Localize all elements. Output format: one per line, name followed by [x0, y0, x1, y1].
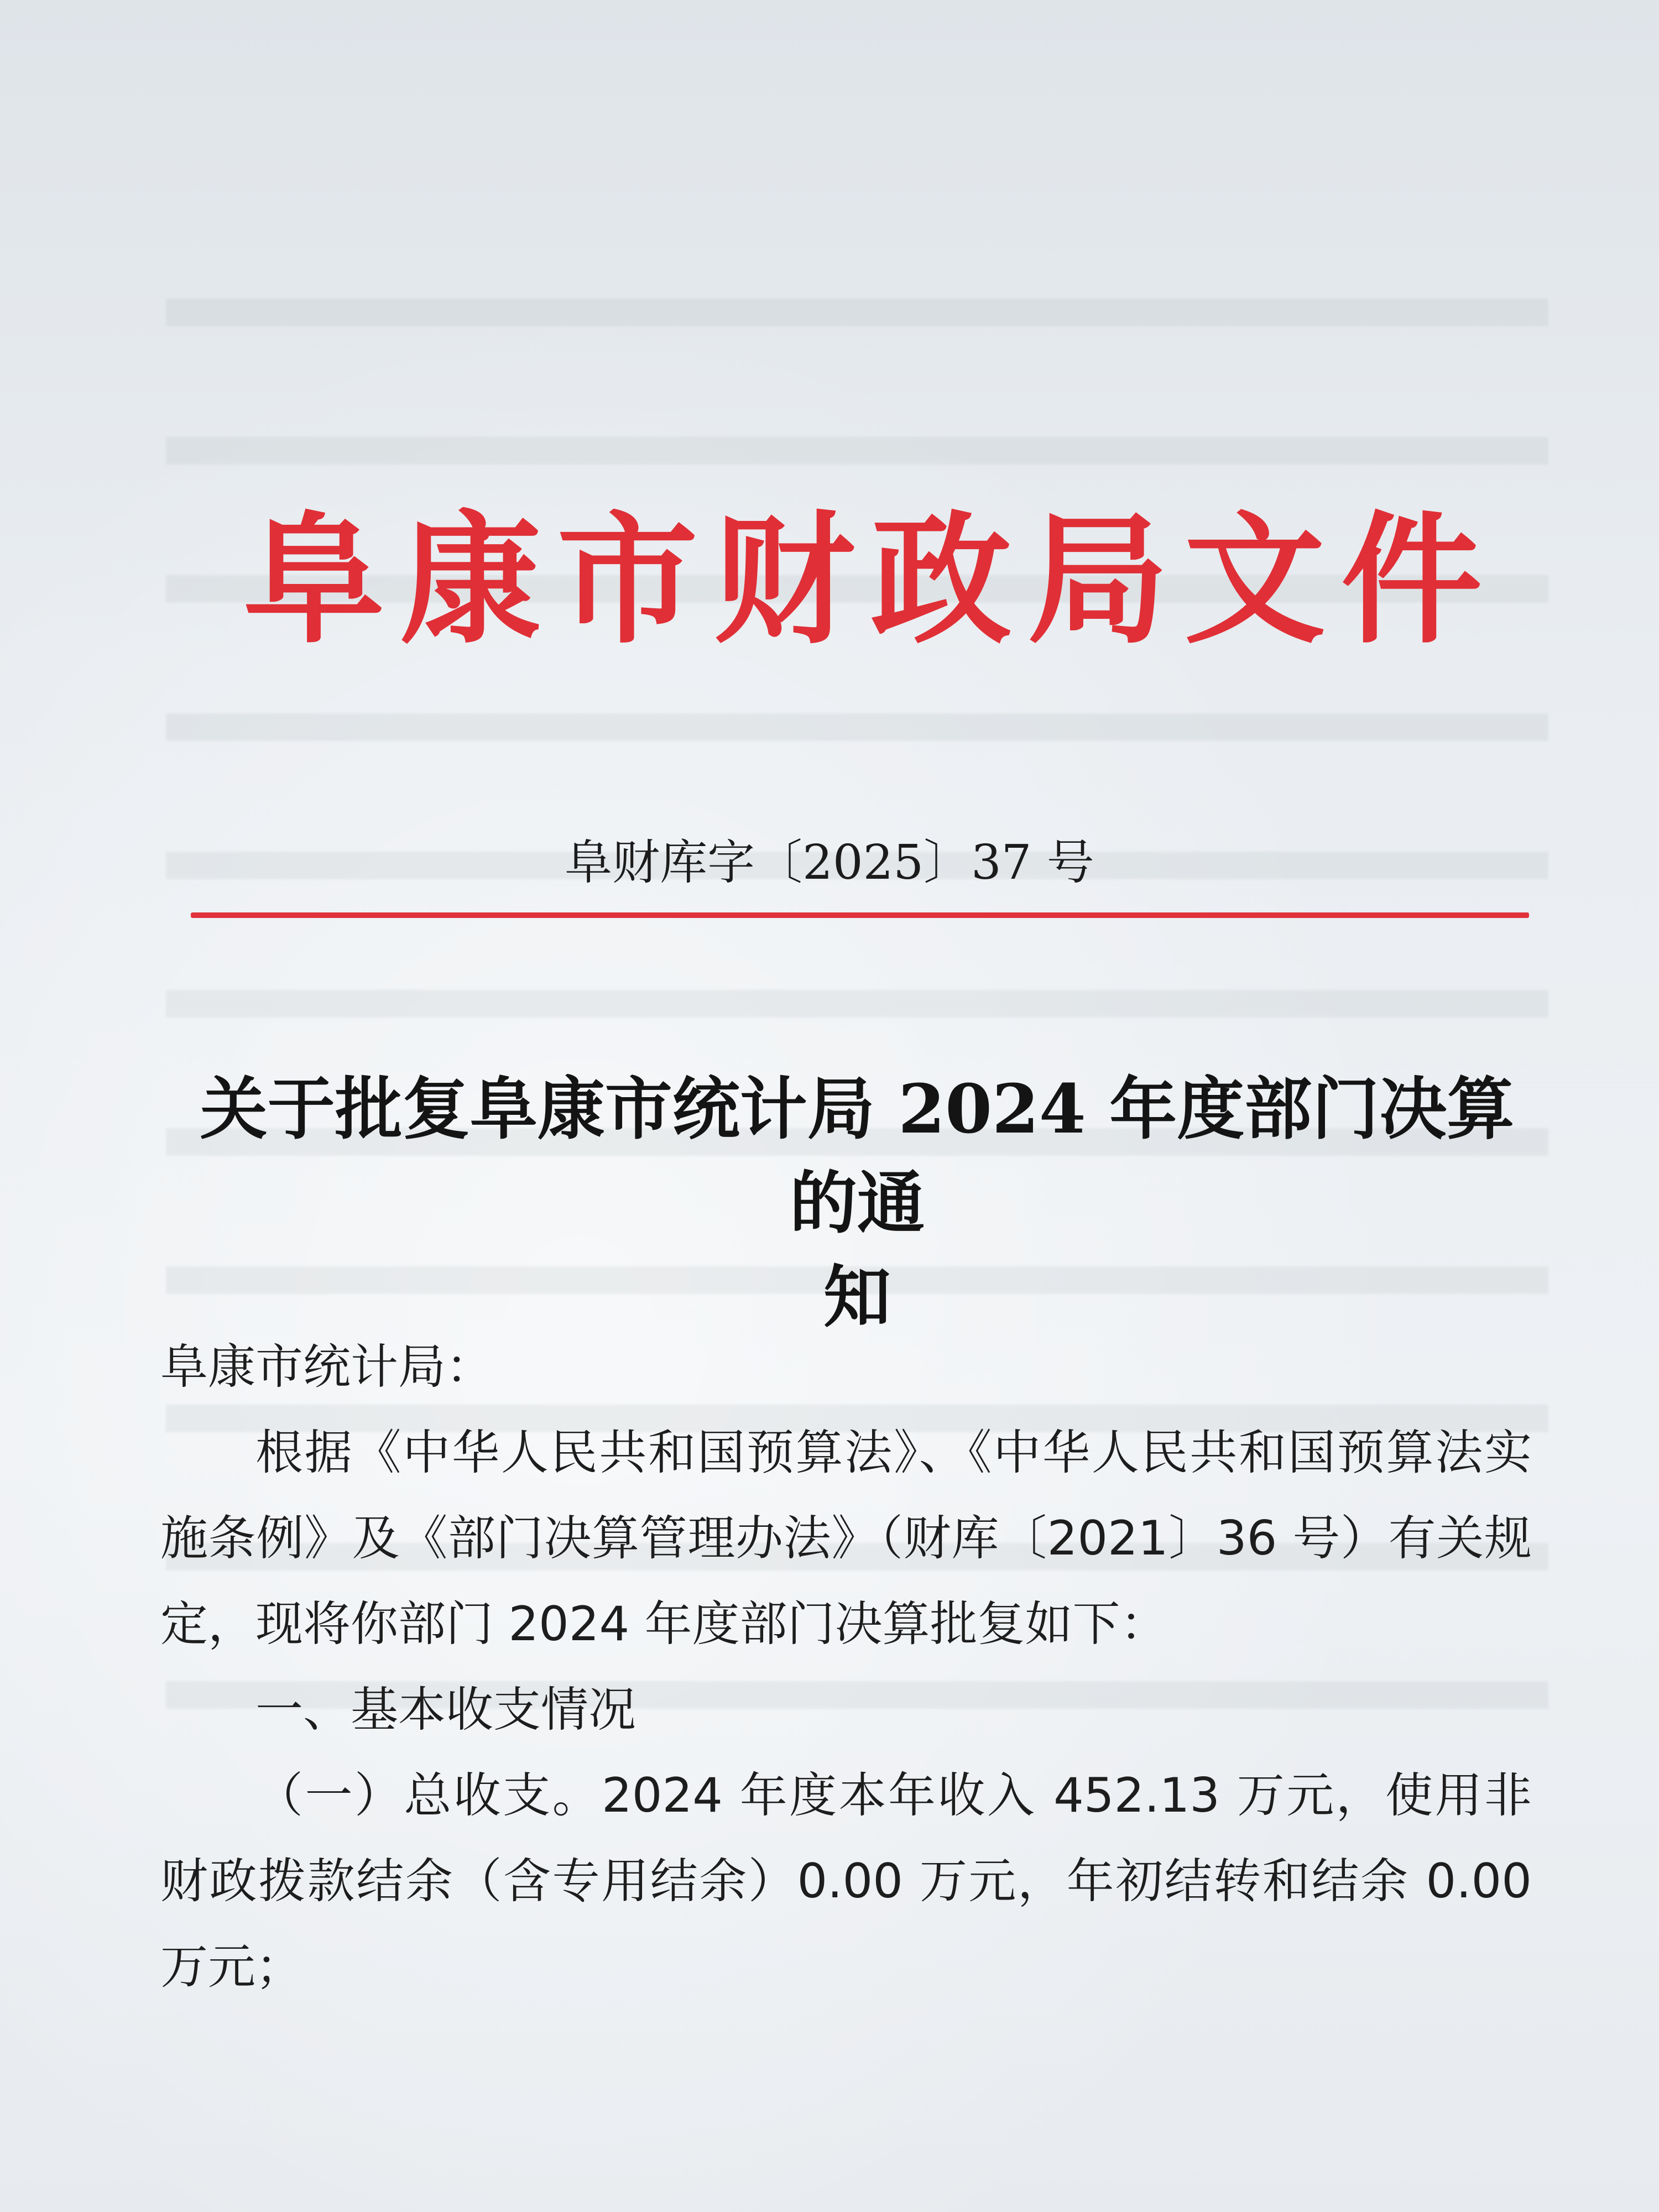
masthead-char: 康: [400, 498, 541, 663]
red-separator-rule: [191, 912, 1529, 918]
paragraph-total-revenue: （一）总收支。2024 年度本年收入 452.13 万元，使用非财政拨款结余（含专用结余）0.00 万元，年初结转和结余 0.00 万元；: [160, 1768, 1532, 1995]
title-line-2: 知: [823, 1257, 891, 1337]
title-line-1: 关于批复阜康市统计局 2024 年度部门决算的通: [200, 1069, 1515, 1243]
masthead-char: 件: [1340, 498, 1482, 663]
issuer-masthead: [243, 498, 1482, 664]
masthead-char: 局: [1027, 498, 1168, 663]
document-title: [177, 1062, 1537, 1344]
masthead-char: 市: [557, 498, 698, 663]
document-number: 阜财库字〔2025〕37 号: [565, 835, 1094, 890]
masthead-char: 政: [870, 498, 1012, 663]
salutation: 阜康市统计局：: [160, 1339, 493, 1395]
paragraph-legal-basis: 根据《中华人民共和国预算法》、《中华人民共和国预算法实施条例》及《部门决算管理办法》（财库〔2021〕36 号）有关规定，现将你部门 2024 年度部门决算批复如下：: [160, 1425, 1532, 1652]
masthead-char: 财: [713, 498, 855, 663]
section-heading: 一、基本收支情况: [255, 1682, 636, 1738]
document-body: [160, 1324, 1532, 2010]
masthead-char: 文: [1184, 498, 1326, 663]
masthead-char: 阜: [243, 498, 385, 663]
